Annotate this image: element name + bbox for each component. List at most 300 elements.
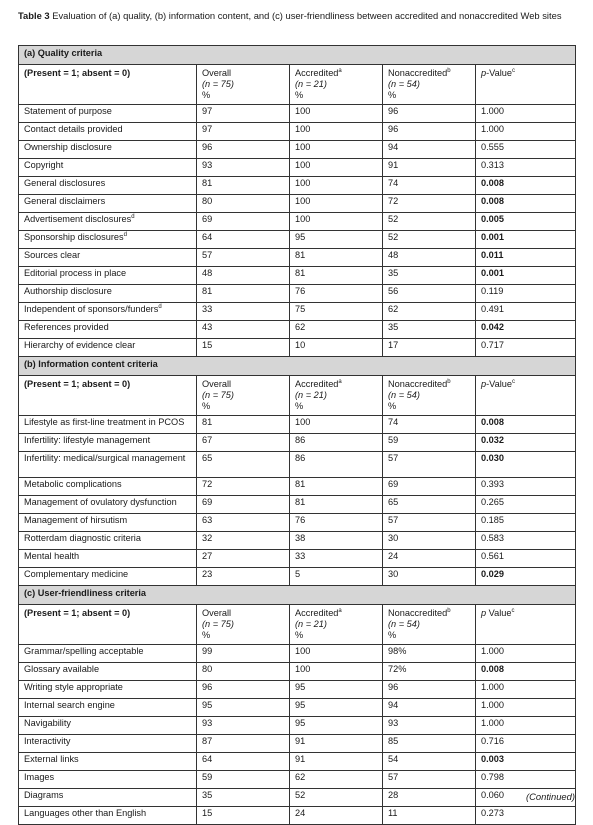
accredited-cell: 5	[290, 568, 383, 586]
criterion-label: Copyright	[24, 160, 64, 170]
criterion-cell	[19, 663, 197, 681]
header-criterion: (Present = 1; absent = 0)	[19, 605, 197, 645]
header-accredited-label: Accredited	[295, 608, 339, 618]
table-row	[19, 123, 576, 141]
nonaccredited-cell: 94	[383, 699, 476, 717]
pvalue-cell: 0.008	[476, 195, 576, 213]
nonaccredited-cell: 24	[383, 550, 476, 568]
criterion-label: Grammar/spelling acceptable	[24, 646, 144, 656]
column-header-row	[19, 376, 576, 416]
pvalue-cell: 0.060	[476, 789, 576, 807]
table-row	[19, 303, 576, 321]
table-row	[19, 550, 576, 568]
criterion-label: Sponsorship disclosures	[24, 232, 124, 242]
criterion-label: Independent of sponsors/funders	[24, 304, 159, 314]
pvalue-cell: 1.000	[476, 717, 576, 735]
table-row	[19, 496, 576, 514]
nonaccredited-cell: 11	[383, 807, 476, 825]
nonaccredited-cell: 72%	[383, 663, 476, 681]
nonaccredited-cell: 54	[383, 753, 476, 771]
table-row	[19, 789, 576, 807]
table-row	[19, 681, 576, 699]
header-percent: %	[388, 630, 397, 640]
footnote-marker: d	[158, 304, 162, 310]
accredited-cell: 81	[290, 249, 383, 267]
criterion-cell	[19, 771, 197, 789]
criterion-label: Complementary medicine	[24, 569, 129, 579]
nonaccredited-cell: 74	[383, 177, 476, 195]
criterion-label: Management of ovulatory dysfunction	[24, 497, 177, 507]
pvalue-cell: 0.717	[476, 339, 576, 357]
criterion-label: Editorial process in place	[24, 268, 127, 278]
table-row	[19, 231, 576, 249]
accredited-cell: 86	[290, 452, 383, 478]
criterion-cell	[19, 231, 197, 249]
nonaccredited-cell: 96	[383, 105, 476, 123]
header-nonaccredited-label: Nonaccredited	[388, 608, 448, 618]
nonaccredited-cell: 30	[383, 568, 476, 586]
criterion-cell	[19, 514, 197, 532]
criterion-cell	[19, 105, 197, 123]
criterion-label: Infertility: lifestyle management	[24, 435, 151, 445]
criterion-label: Statement of purpose	[24, 106, 112, 116]
table-row	[19, 249, 576, 267]
header-accredited	[290, 376, 383, 416]
overall-cell: 95	[197, 699, 290, 717]
pvalue-cell: 0.561	[476, 550, 576, 568]
pvalue-cell: 0.273	[476, 807, 576, 825]
header-percent: %	[202, 630, 211, 640]
criterion-cell	[19, 416, 197, 434]
criterion-cell	[19, 681, 197, 699]
nonaccredited-cell: 62	[383, 303, 476, 321]
accredited-cell: 62	[290, 771, 383, 789]
header-criterion: (Present = 1; absent = 0)	[19, 65, 197, 105]
accredited-cell: 95	[290, 699, 383, 717]
accredited-cell: 81	[290, 478, 383, 496]
pvalue-cell: 0.393	[476, 478, 576, 496]
header-pvalue-label: -Value	[486, 68, 512, 78]
footnote-marker: d	[123, 232, 127, 238]
overall-cell: 97	[197, 105, 290, 123]
criterion-label: Sources clear	[24, 250, 81, 260]
overall-cell: 69	[197, 213, 290, 231]
nonaccredited-cell: 35	[383, 321, 476, 339]
accredited-cell: 100	[290, 141, 383, 159]
accredited-cell: 100	[290, 645, 383, 663]
criterion-cell	[19, 267, 197, 285]
criterion-cell	[19, 195, 197, 213]
criterion-label: Glossary available	[24, 664, 100, 674]
header-nonaccredited-n: (n = 54)	[388, 79, 420, 89]
footnote-marker: b	[447, 608, 451, 614]
pvalue-cell: 1.000	[476, 699, 576, 717]
criterion-cell	[19, 568, 197, 586]
pvalue-cell: 1.000	[476, 123, 576, 141]
criterion-cell	[19, 753, 197, 771]
criterion-label: Advertisement disclosures	[24, 214, 132, 224]
pvalue-cell: 1.000	[476, 105, 576, 123]
criterion-cell	[19, 141, 197, 159]
overall-cell: 69	[197, 496, 290, 514]
accredited-cell: 52	[290, 789, 383, 807]
footnote-marker: b	[447, 379, 451, 385]
header-overall-label: Overall	[202, 608, 232, 618]
pvalue-cell: 0.313	[476, 159, 576, 177]
accredited-cell: 76	[290, 514, 383, 532]
accredited-cell: 24	[290, 807, 383, 825]
criterion-label: Ownership disclosure	[24, 142, 112, 152]
nonaccredited-cell: 17	[383, 339, 476, 357]
overall-cell: 80	[197, 663, 290, 681]
accredited-cell: 100	[290, 123, 383, 141]
criterion-cell	[19, 249, 197, 267]
table-row	[19, 213, 576, 231]
overall-cell: 15	[197, 339, 290, 357]
table-row	[19, 478, 576, 496]
pvalue-cell: 1.000	[476, 645, 576, 663]
table-body	[19, 46, 576, 825]
pvalue-cell: 0.265	[476, 496, 576, 514]
criterion-label: Infertility: medical/surgical management	[24, 453, 186, 463]
overall-cell: 93	[197, 159, 290, 177]
overall-cell: 43	[197, 321, 290, 339]
accredited-cell: 81	[290, 496, 383, 514]
footnote-marker: a	[338, 379, 342, 385]
pvalue-cell: 0.032	[476, 434, 576, 452]
nonaccredited-cell: 28	[383, 789, 476, 807]
criterion-cell	[19, 717, 197, 735]
header-percent: %	[295, 401, 304, 411]
pvalue-cell: 0.716	[476, 735, 576, 753]
header-accredited	[290, 605, 383, 645]
header-pvalue-label: Value	[486, 608, 512, 618]
accredited-cell: 33	[290, 550, 383, 568]
nonaccredited-cell: 93	[383, 717, 476, 735]
header-pvalue-p: p	[481, 68, 487, 78]
accredited-cell: 100	[290, 663, 383, 681]
overall-cell: 81	[197, 285, 290, 303]
criterion-cell	[19, 496, 197, 514]
header-percent: %	[202, 90, 211, 100]
accredited-cell: 86	[290, 434, 383, 452]
criterion-label: General disclosures	[24, 178, 106, 188]
criterion-cell	[19, 303, 197, 321]
criterion-cell	[19, 321, 197, 339]
criterion-cell	[19, 550, 197, 568]
nonaccredited-cell: 94	[383, 141, 476, 159]
table-row	[19, 663, 576, 681]
footnote-marker: c	[511, 608, 515, 614]
header-pvalue	[476, 605, 576, 645]
header-overall	[197, 605, 290, 645]
header-accredited-label: Accredited	[295, 68, 339, 78]
nonaccredited-cell: 96	[383, 681, 476, 699]
overall-cell: 99	[197, 645, 290, 663]
criterion-label: Writing style appropriate	[24, 682, 123, 692]
criterion-cell	[19, 478, 197, 496]
accredited-cell: 95	[290, 717, 383, 735]
pvalue-cell: 0.583	[476, 532, 576, 550]
nonaccredited-cell: 57	[383, 771, 476, 789]
criterion-label: Navigability	[24, 718, 71, 728]
nonaccredited-cell: 96	[383, 123, 476, 141]
accredited-cell: 38	[290, 532, 383, 550]
section-title-row	[19, 357, 576, 376]
table-row	[19, 753, 576, 771]
header-accredited	[290, 65, 383, 105]
section-title: (b) Information content criteria	[19, 357, 576, 376]
overall-cell: 35	[197, 789, 290, 807]
table-row	[19, 568, 576, 586]
overall-cell: 64	[197, 231, 290, 249]
nonaccredited-cell: 52	[383, 213, 476, 231]
header-overall-n: (n = 75)	[202, 390, 234, 400]
header-overall-label: Overall	[202, 68, 232, 78]
nonaccredited-cell: 69	[383, 478, 476, 496]
table-row	[19, 452, 576, 478]
table-title: Evaluation of (a) quality, (b) information content, and (c) user-friendliness between accredited and nonaccredited Web sites	[52, 10, 562, 21]
nonaccredited-cell: 85	[383, 735, 476, 753]
table-row	[19, 514, 576, 532]
pvalue-cell: 0.119	[476, 285, 576, 303]
overall-cell: 93	[197, 717, 290, 735]
accredited-cell: 10	[290, 339, 383, 357]
accredited-cell: 100	[290, 177, 383, 195]
table-row	[19, 339, 576, 357]
header-percent: %	[388, 401, 397, 411]
footnote-marker: d	[131, 214, 135, 220]
pvalue-cell: 0.029	[476, 568, 576, 586]
header-pvalue-p: p	[481, 379, 487, 389]
accredited-cell: 81	[290, 267, 383, 285]
accredited-cell: 100	[290, 159, 383, 177]
overall-cell: 33	[197, 303, 290, 321]
overall-cell: 63	[197, 514, 290, 532]
criterion-label: Management of hirsutism	[24, 515, 128, 525]
table-row	[19, 434, 576, 452]
criterion-label: Rotterdam diagnostic criteria	[24, 533, 141, 543]
pvalue-cell: 0.798	[476, 771, 576, 789]
overall-cell: 72	[197, 478, 290, 496]
header-nonaccredited	[383, 605, 476, 645]
pvalue-cell: 0.003	[476, 753, 576, 771]
criterion-label: General disclaimers	[24, 196, 106, 206]
pvalue-cell: 0.005	[476, 213, 576, 231]
table-row	[19, 285, 576, 303]
criterion-cell	[19, 532, 197, 550]
overall-cell: 81	[197, 416, 290, 434]
overall-cell: 96	[197, 681, 290, 699]
overall-cell: 15	[197, 807, 290, 825]
table-row	[19, 771, 576, 789]
pvalue-cell: 0.491	[476, 303, 576, 321]
overall-cell: 65	[197, 452, 290, 478]
nonaccredited-cell: 74	[383, 416, 476, 434]
criterion-cell	[19, 177, 197, 195]
criterion-label: Metabolic complications	[24, 479, 122, 489]
pvalue-cell: 1.000	[476, 681, 576, 699]
section-title-row	[19, 586, 576, 605]
header-pvalue-p: p	[481, 608, 487, 618]
nonaccredited-cell: 57	[383, 452, 476, 478]
header-overall	[197, 376, 290, 416]
criterion-cell	[19, 645, 197, 663]
header-percent: %	[295, 90, 304, 100]
evaluation-table	[18, 45, 576, 825]
header-overall	[197, 65, 290, 105]
footnote-marker: c	[512, 379, 515, 385]
accredited-cell: 75	[290, 303, 383, 321]
criterion-cell	[19, 452, 197, 478]
table-row	[19, 717, 576, 735]
pvalue-cell: 0.008	[476, 663, 576, 681]
criterion-cell	[19, 285, 197, 303]
header-percent: %	[388, 90, 397, 100]
overall-cell: 81	[197, 177, 290, 195]
criterion-label: Mental health	[24, 551, 80, 561]
pvalue-cell: 0.001	[476, 267, 576, 285]
pvalue-cell: 0.008	[476, 177, 576, 195]
nonaccredited-cell: 91	[383, 159, 476, 177]
overall-cell: 96	[197, 141, 290, 159]
header-nonaccredited-label: Nonaccredited	[388, 68, 448, 78]
header-pvalue	[476, 65, 576, 105]
header-nonaccredited-n: (n = 54)	[388, 619, 420, 629]
accredited-cell: 100	[290, 213, 383, 231]
criterion-label: Authorship disclosure	[24, 286, 112, 296]
section-title-row	[19, 46, 576, 65]
header-criterion: (Present = 1; absent = 0)	[19, 376, 197, 416]
criterion-cell	[19, 789, 197, 807]
footnote-marker: b	[447, 68, 451, 74]
column-header-row	[19, 605, 576, 645]
accredited-cell: 91	[290, 753, 383, 771]
nonaccredited-cell: 98%	[383, 645, 476, 663]
criterion-label: Images	[24, 772, 55, 782]
header-accredited-n: (n = 21)	[295, 79, 327, 89]
criterion-cell	[19, 159, 197, 177]
footnote-marker: a	[338, 608, 342, 614]
criterion-cell	[19, 123, 197, 141]
overall-cell: 80	[197, 195, 290, 213]
header-percent: %	[295, 630, 304, 640]
criterion-cell	[19, 735, 197, 753]
header-pvalue-label: -Value	[486, 379, 512, 389]
criterion-label: Hierarchy of evidence clear	[24, 340, 136, 350]
table-row	[19, 195, 576, 213]
header-overall-n: (n = 75)	[202, 619, 234, 629]
nonaccredited-cell: 30	[383, 532, 476, 550]
criterion-label: External links	[24, 754, 79, 764]
header-percent: %	[202, 401, 211, 411]
header-overall-label: Overall	[202, 379, 232, 389]
nonaccredited-cell: 59	[383, 434, 476, 452]
table-row	[19, 735, 576, 753]
section-title: (a) Quality criteria	[19, 46, 576, 65]
criterion-label: Internal search engine	[24, 700, 115, 710]
criterion-cell	[19, 434, 197, 452]
overall-cell: 23	[197, 568, 290, 586]
overall-cell: 48	[197, 267, 290, 285]
criterion-label: Interactivity	[24, 736, 71, 746]
overall-cell: 57	[197, 249, 290, 267]
column-header-row	[19, 65, 576, 105]
criterion-label: Lifestyle as first-line treatment in PCOS	[24, 417, 185, 427]
table-row	[19, 267, 576, 285]
footnote-marker: a	[338, 68, 342, 74]
header-nonaccredited-n: (n = 54)	[388, 390, 420, 400]
continued-note: (Continued)	[526, 791, 575, 802]
table-row	[19, 645, 576, 663]
nonaccredited-cell: 72	[383, 195, 476, 213]
overall-cell: 59	[197, 771, 290, 789]
nonaccredited-cell: 65	[383, 496, 476, 514]
table-row	[19, 159, 576, 177]
pvalue-cell: 0.030	[476, 452, 576, 478]
accredited-cell: 91	[290, 735, 383, 753]
header-nonaccredited	[383, 376, 476, 416]
table-label: Table 3	[18, 10, 50, 21]
accredited-cell: 100	[290, 105, 383, 123]
criterion-cell	[19, 213, 197, 231]
pvalue-cell: 0.008	[476, 416, 576, 434]
header-accredited-n: (n = 21)	[295, 390, 327, 400]
criterion-label: Diagrams	[24, 790, 64, 800]
accredited-cell: 76	[290, 285, 383, 303]
criterion-cell	[19, 339, 197, 357]
overall-cell: 67	[197, 434, 290, 452]
overall-cell: 32	[197, 532, 290, 550]
pvalue-cell: 0.042	[476, 321, 576, 339]
overall-cell: 87	[197, 735, 290, 753]
table-row	[19, 105, 576, 123]
footnote-marker: c	[512, 68, 515, 74]
accredited-cell: 95	[290, 681, 383, 699]
nonaccredited-cell: 48	[383, 249, 476, 267]
header-accredited-label: Accredited	[295, 379, 339, 389]
header-overall-n: (n = 75)	[202, 79, 234, 89]
nonaccredited-cell: 52	[383, 231, 476, 249]
table-row	[19, 416, 576, 434]
criterion-cell	[19, 699, 197, 717]
header-nonaccredited	[383, 65, 476, 105]
accredited-cell: 62	[290, 321, 383, 339]
nonaccredited-cell: 57	[383, 514, 476, 532]
pvalue-cell: 0.011	[476, 249, 576, 267]
overall-cell: 64	[197, 753, 290, 771]
table-row	[19, 177, 576, 195]
table-row	[19, 532, 576, 550]
pvalue-cell: 0.185	[476, 514, 576, 532]
accredited-cell: 100	[290, 195, 383, 213]
table-caption	[18, 10, 578, 23]
table-row	[19, 141, 576, 159]
criterion-label: Contact details provided	[24, 124, 123, 134]
accredited-cell: 95	[290, 231, 383, 249]
table-row	[19, 321, 576, 339]
header-accredited-n: (n = 21)	[295, 619, 327, 629]
overall-cell: 97	[197, 123, 290, 141]
table-row	[19, 699, 576, 717]
section-title: (c) User-friendliness criteria	[19, 586, 576, 605]
header-pvalue	[476, 376, 576, 416]
nonaccredited-cell: 35	[383, 267, 476, 285]
pvalue-cell: 0.555	[476, 141, 576, 159]
criterion-label: References provided	[24, 322, 109, 332]
criterion-label: Languages other than English	[24, 808, 147, 818]
nonaccredited-cell: 56	[383, 285, 476, 303]
